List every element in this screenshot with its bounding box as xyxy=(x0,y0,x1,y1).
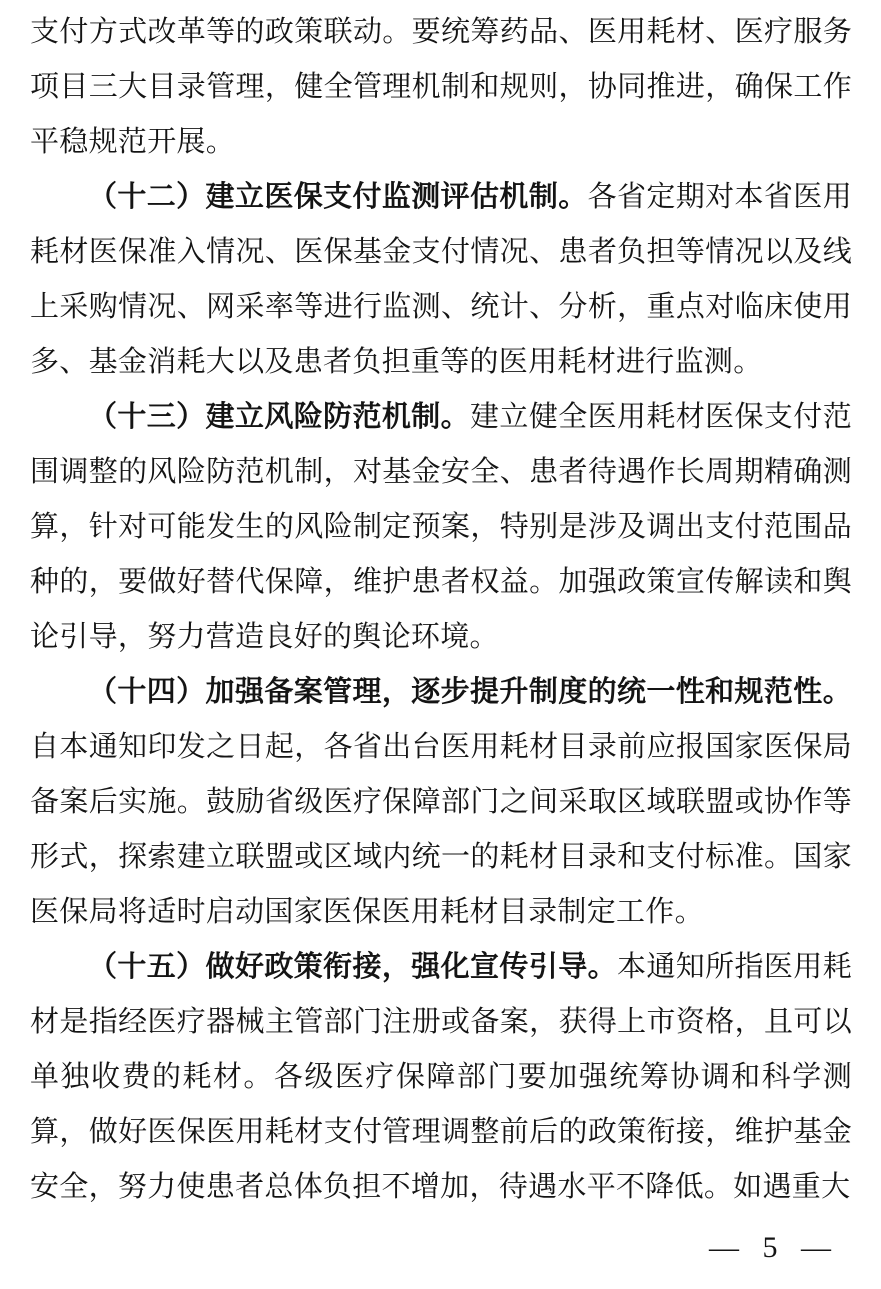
paragraph-item-13 xyxy=(30,390,852,665)
paragraph-item-15 xyxy=(30,940,852,1215)
page-footer xyxy=(709,1231,833,1265)
paragraph-continuation xyxy=(30,5,852,170)
paragraph-text: 自本通知印发之日起，各省出台医用耗材目录前应报国家医保局备案后实施。鼓励省级医疗保障部门之间采取区域联盟或协作等形式，探索建立联盟或区域内统一的耗材目录和支付标准。国家医保局将适时启动国家医保医用耗材目录制定工作。 xyxy=(30,731,852,928)
paragraph-heading: （十三）建立风险防范机制。 xyxy=(88,401,471,433)
document-body xyxy=(30,5,852,1215)
paragraph-text: 支付方式改革等的政策联动。要统筹药品、医用耗材、医疗服务项目三大目录管理，健全管理机制和规则，协同推进，确保工作平稳规范开展。 xyxy=(30,16,852,158)
paragraph-heading: （十四）加强备案管理，逐步提升制度的统一性和规范性。 xyxy=(88,676,852,708)
paragraph-item-12 xyxy=(30,170,852,390)
paragraph-text: 本通知所指医用耗材是指经医疗器械主管部门注册或备案，获得上市资格，且可以单独收费的耗材。各级医疗保障部门要加强统筹协调和科学测算，做好医保医用耗材支付管理调整前后的政策衔接，维护基金安全，努力使患者总体负担不增加，待遇水平不降低。如遇重大 xyxy=(30,951,852,1203)
paragraph-text: 各省定期对本省医用耗材医保准入情况、医保基金支付情况、患者负担等情况以及线上采购情况、网采率等进行监测、统计、分析，重点对临床使用多、基金消耗大以及患者负担重等的医用耗材进行监测。 xyxy=(30,181,852,378)
paragraph-item-14 xyxy=(30,665,852,940)
paragraph-heading: （十五）做好政策衔接，强化宣传引导。 xyxy=(88,951,617,983)
page-number: — 5 — xyxy=(709,1231,833,1264)
paragraph-heading: （十二）建立医保支付监测评估机制。 xyxy=(88,181,588,213)
paragraph-text: 建立健全医用耗材医保支付范围调整的风险防范机制，对基金安全、患者待遇作长周期精确测算，针对可能发生的风险制定预案，特别是涉及调出支付范围品种的，要做好替代保障，维护患者权益。加强政策宣传解读和舆论引导，努力营造良好的舆论环境。 xyxy=(30,401,852,653)
